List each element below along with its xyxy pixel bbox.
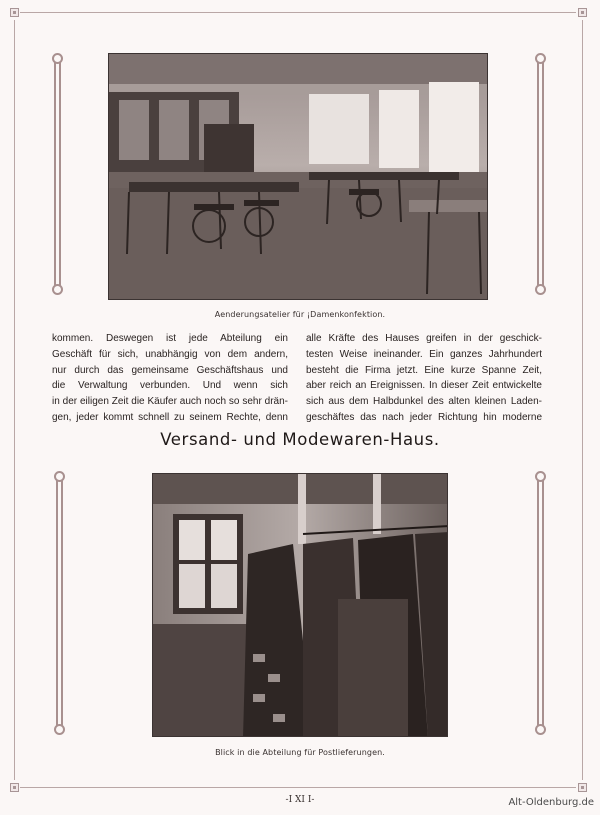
body-text-line: sich aus dem Halbdunkel des alten kleinen Laden-	[306, 396, 542, 408]
top-photo-caption: Aenderungsatelier für ¡Damenkonfektion.	[214, 310, 386, 319]
ornament-bar-right-top	[537, 58, 544, 290]
frame-right-line	[582, 20, 583, 780]
body-text-line: gen, jeder kommt schnell zu seinem Rechte, denn	[52, 411, 288, 423]
watermark: Alt-Oldenburg.de	[508, 797, 594, 808]
corner-ornament-tr	[578, 8, 587, 17]
frame-left-line	[14, 20, 15, 780]
frame-top-line	[20, 12, 576, 13]
ornament-knob	[535, 53, 546, 64]
ornament-bar-right-bottom	[537, 476, 544, 730]
page-headline: Versand- und Modewaren-Haus.	[160, 430, 440, 449]
body-text-left-column	[52, 331, 288, 426]
ornament-knob	[52, 284, 63, 295]
ornament-knob	[535, 724, 546, 735]
body-text-line: testen Weise ineinander. Ein ganzes Jahrhundert	[306, 348, 542, 360]
body-text-line: kommen. Deswegen ist jede Abteilung ein	[52, 333, 288, 344]
ornament-knob	[54, 724, 65, 735]
sewing-workroom-photo	[108, 53, 488, 300]
body-text-line: Geschäft für sich, unabhängig von dem andern,	[52, 348, 288, 360]
corner-ornament-bl	[10, 783, 19, 792]
bottom-photo-caption: Blick in die Abteilung für Postlieferungen.	[215, 748, 385, 757]
body-text-line: besteht die Firma jetzt. Eine kurze Spanne Zeit,	[306, 364, 542, 376]
body-text-line: geschäftes das nach jeder Richtung hin moderne	[306, 411, 542, 423]
body-text-line: die Verwaltung verbunden. Und wenn sich	[52, 380, 288, 392]
ornament-knob	[52, 53, 63, 64]
ornament-knob	[54, 471, 65, 482]
frame-bottom-line	[20, 787, 576, 788]
body-text-line: alle Kräfte des Hauses greifen in der geschick-	[306, 333, 542, 344]
corner-ornament-br	[578, 783, 587, 792]
body-text-line: nur durch das gemeinsame Geschäftshaus und	[52, 364, 288, 376]
body-text-right-column	[306, 331, 542, 426]
body-text-line: in der eiligen Zeit die Käufer auch noch so sehr drän-	[52, 396, 288, 408]
ornament-knob	[535, 471, 546, 482]
ornament-knob	[535, 284, 546, 295]
postal-uniforms-department-photo	[152, 473, 448, 737]
body-text-line: aber reich an Ereignissen. In dieser Zeit entwickelte	[306, 380, 542, 392]
corner-ornament-tl	[10, 8, 19, 17]
page-number: -I XI I-	[285, 795, 315, 805]
ornament-bar-left-top	[54, 58, 61, 290]
ornament-bar-left-bottom	[56, 476, 63, 730]
